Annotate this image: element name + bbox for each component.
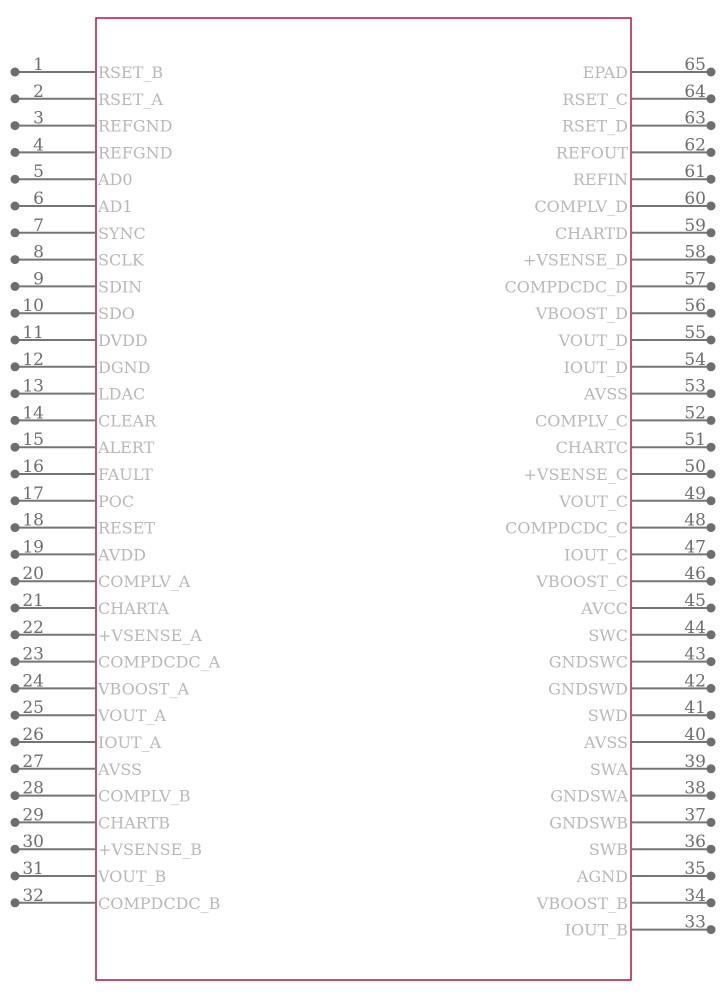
pin-name: ALERT [98,438,155,458]
pin-name: VOUT_D [558,331,628,350]
pin-dot [707,898,716,907]
pin-number: 55 [684,323,706,343]
pin-dot [11,389,20,398]
pin-12 [11,350,151,377]
pin-name: SDIN [98,277,143,297]
pin-number: 31 [22,859,44,879]
pin-name: VBOOST_C [536,572,628,592]
pin-number: 33 [684,912,706,933]
pin-name: COMPLV_B [98,786,191,806]
pin-number: 18 [22,510,44,531]
pin-dot [707,94,716,103]
pin-dot [707,121,716,130]
pin-31 [11,859,167,886]
pin-dot [11,630,20,639]
pin-dot [707,309,716,318]
pin-dot [11,711,20,720]
pin-dot [707,202,716,211]
pin-number: 49 [684,483,706,504]
pin-11 [11,323,148,350]
pin-number: 47 [684,537,706,558]
pin-number: 5 [33,162,44,183]
pin-59 [555,216,716,243]
pin-name: COMPDCDC_B [98,893,221,913]
pin-57 [505,269,716,296]
pin-dot [707,416,716,425]
pin-number: 40 [684,725,706,745]
pin-dot [11,898,20,907]
pin-number: 41 [684,698,706,719]
pin-dot [707,389,716,398]
pin-name: AVDD [98,545,146,565]
pin-39 [590,752,716,779]
pin-47 [564,537,715,564]
pin-dot [11,202,20,211]
pin-number: 32 [22,885,44,906]
pin-number: 15 [22,430,44,451]
pin-number: 43 [684,644,706,665]
pin-61 [573,162,716,189]
pin-dot [707,684,716,693]
pin-dot [11,550,20,559]
pin-name: REFOUT [555,143,628,163]
pin-number: 23 [22,644,44,665]
pin-43 [549,645,716,672]
pin-number: 63 [684,108,706,129]
pin-26 [11,725,162,752]
pin-dot [11,791,20,800]
pin-number: 16 [22,457,44,477]
pin-dot [11,148,20,157]
pin-13 [11,377,146,404]
pin-dot [11,282,20,291]
pin-dot [11,818,20,827]
pin-dot [707,577,716,586]
pin-number: 44 [684,617,706,638]
pin-45 [580,591,715,618]
pin-27 [11,752,142,779]
pin-49 [558,484,715,511]
pin-33 [565,913,716,940]
pin-44 [588,618,715,645]
pin-number: 37 [684,805,706,826]
pin-name: AVSS [584,384,628,404]
pin-name: COMPDCDC_D [504,277,628,297]
pin-name: COMPLV_A [98,572,191,592]
pin-name: IOUT_C [564,545,628,565]
pin-name: CHARTA [98,599,169,618]
pin-6 [11,189,133,216]
pin-number: 9 [33,269,44,290]
pin-number: 39 [684,751,706,772]
pin-dot [707,68,716,77]
pin-dot [707,764,716,773]
pin-name: DVDD [98,331,148,350]
pin-name: SDO [98,304,135,324]
pin-23 [11,645,221,672]
pin-name: CHARTB [98,813,170,833]
pin-name: COMPDCDC_A [98,652,221,672]
pin-number: 11 [22,323,44,343]
pin-dot [707,630,716,639]
pin-name: GNDSWC [548,652,628,672]
pin-name: REFIN [572,170,628,190]
pin-dot [707,148,716,157]
pin-number: 59 [684,215,706,236]
pin-22 [11,618,203,645]
pin-dot [11,336,20,345]
pin-dot [11,228,20,237]
pin-dot [11,764,20,773]
pin-number: 65 [684,55,706,75]
pin-dot [707,282,716,291]
pin-62 [556,135,716,162]
pin-7 [11,216,146,243]
pin-number: 64 [684,81,706,102]
pin-name: AVSS [98,759,142,779]
pin-29 [11,805,170,832]
pin-10 [11,296,135,323]
pin-name: GNDSWB [549,813,628,833]
pin-name: VBOOST_A [98,679,190,699]
pin-number: 48 [684,510,706,531]
pin-name: SWD [587,706,628,726]
pin-42 [548,671,715,698]
pin-24 [11,671,190,698]
pin-51 [556,430,716,457]
pin-number: 28 [22,778,44,799]
pin-dot [11,872,20,881]
pin-name: CLEAR [98,411,157,431]
pin-16 [11,457,154,484]
pin-name: +VSENSE_A [98,625,202,645]
pin-name: AVSS [584,733,628,752]
pin-number: 7 [33,215,44,236]
pin-dot [11,68,20,77]
pin-64 [562,82,715,109]
pin-65 [583,55,716,82]
pin-32 [11,886,221,913]
pin-dot [707,604,716,613]
pin-name: COMPLV_D [534,197,628,216]
pin-number: 29 [22,805,44,826]
pin-number: 34 [684,885,706,906]
pin-number: 53 [684,376,706,397]
pin-name: CHARTD [554,223,628,243]
pin-number: 61 [684,162,706,183]
pin-dot [707,175,716,184]
pin-dot [11,175,20,184]
pin-name: IOUT_A [98,733,162,752]
pin-dot [11,470,20,479]
pin-number: 60 [684,189,706,209]
pin-dot [707,791,716,800]
pin-name: AGND [576,867,628,886]
pin-dot [707,496,716,505]
pin-number: 2 [33,81,44,102]
pin-dot [707,711,716,720]
pin-number: 45 [684,591,706,611]
pin-dot [11,94,20,103]
pin-3 [11,109,173,136]
pin-4 [11,135,173,162]
pin-15 [11,430,155,457]
pin-55 [558,323,716,350]
pin-41 [588,698,716,725]
pin-dot [11,657,20,666]
pin-52 [535,403,716,430]
pin-number: 1 [33,55,44,75]
pin-name: VOUT_B [98,867,167,886]
pin-21 [11,591,170,618]
pin-number: 42 [684,671,706,692]
pin-number: 46 [684,564,706,585]
pin-name: COMPDCDC_C [505,518,628,538]
pin-54 [564,350,716,377]
pin-dot [11,523,20,532]
pin-dot [707,925,716,934]
pin-number: 26 [22,725,44,745]
pin-28 [11,779,191,806]
pin-38 [550,779,715,806]
pin-name: +VSENSE_D [522,250,628,270]
pin-name: REFGND [98,143,173,163]
pin-name: IOUT_D [563,357,628,377]
pin-name: EPAD [582,63,628,82]
pin-dot [707,738,716,747]
pin-18 [11,511,156,538]
pin-name: +VSENSE_C [523,465,628,484]
pin-dot [11,496,20,505]
pin-dot [11,845,20,854]
pin-name: SWA [589,759,628,779]
pin-dot [707,523,716,532]
pin-name: SYNC [98,223,146,243]
pin-63 [562,109,716,136]
pin-number: 8 [33,242,44,263]
pin-name: SCLK [98,250,144,270]
pin-dot [11,738,20,747]
pin-48 [505,511,715,538]
pin-2 [11,82,164,109]
pin-number: 56 [684,296,706,317]
pin-number: 4 [33,135,44,156]
pin-9 [11,269,143,296]
pin-number: 51 [684,430,706,451]
pin-number: 50 [684,457,706,477]
pin-17 [11,484,135,511]
pin-dot [11,416,20,425]
pin-5 [11,162,133,189]
pin-number: 19 [22,537,44,558]
pin-37 [549,805,715,832]
pin-dot [707,255,716,264]
pin-number: 35 [684,859,706,879]
pin-name: GNDSWD [548,679,628,699]
pin-dot [707,657,716,666]
pin-number: 24 [22,671,44,692]
pin-name: FAULT [98,465,153,484]
pin-name: VOUT_C [559,491,628,511]
pin-36 [589,832,716,859]
pin-19 [11,537,146,564]
pin-name: RSET_D [561,116,628,136]
pin-60 [534,189,715,216]
pin-dot [707,362,716,371]
pin-number: 12 [22,349,44,370]
pin-number: 14 [22,403,44,424]
pin-dot [707,818,716,827]
pin-dot [707,550,716,559]
pin-30 [11,832,203,859]
pin-number: 30 [22,832,44,853]
pin-dot [707,845,716,854]
pin-number: 3 [33,108,44,129]
pin-40 [583,725,715,752]
pin-number: 20 [22,564,44,585]
pin-dot [707,443,716,452]
pin-dot [11,604,20,613]
pin-name: REFGND [98,116,173,136]
pin-name: LDAC [98,384,146,404]
pin-dot [707,470,716,479]
pin-number: 38 [684,778,706,799]
pin-name: VBOOST_D [535,304,628,324]
pin-50 [524,457,716,484]
pin-name: CHARTC [555,438,628,458]
pin-number: 52 [684,403,706,424]
pin-dot [11,121,20,130]
pin-number: 6 [33,189,44,209]
pin-name: AD1 [98,197,133,216]
pin-number: 22 [22,617,44,638]
pin-number: 21 [22,591,44,611]
pin-name: COMPLV_C [534,411,628,431]
pin-name: RSET_C [562,89,628,109]
pin-8 [11,243,145,270]
pin-name: RSET_A [98,89,163,109]
pin-dot [707,228,716,237]
pin-53 [583,377,715,404]
pin-14 [11,403,158,430]
pin-number: 27 [22,751,44,772]
pin-name: VBOOST_B [536,893,628,913]
right-pin-group [505,55,716,940]
pin-name: AVCC [581,599,628,618]
pin-name: +VSENSE_B [98,840,202,860]
pin-name: IOUT_B [564,920,628,940]
pin-number: 25 [22,698,44,719]
pin-dot [11,443,20,452]
pin-name: VOUT_A [98,706,167,726]
pin-46 [535,564,715,591]
pin-number: 17 [22,483,44,504]
pin-name: RSET_B [98,63,164,82]
pin-number: 62 [684,135,706,156]
pin-number: 13 [22,376,44,397]
pin-34 [536,886,716,913]
ic-body-outline [96,18,631,980]
pin-name: AD0 [98,170,133,190]
pin-56 [535,296,716,323]
pin-1 [11,55,164,82]
pin-number: 58 [684,242,706,263]
pin-number: 10 [22,296,44,317]
left-pin-group [11,55,221,913]
pin-name: POC [98,491,135,511]
pin-dot [11,684,20,693]
pin-number: 36 [684,832,706,853]
pin-name: GNDSWA [550,786,628,806]
pin-name: DGND [98,357,151,377]
pin-name: SWC [588,625,628,645]
pin-dot [11,577,20,586]
pin-dot [707,336,716,345]
pin-dot [11,255,20,264]
pin-name: RESET [98,518,156,538]
pin-number: 54 [684,349,706,370]
pin-20 [11,564,191,591]
pin-58 [523,243,716,270]
pin-name: SWB [588,840,628,860]
pin-dot [11,362,20,371]
pin-dot [707,872,716,881]
pin-dot [11,309,20,318]
pin-number: 57 [684,269,706,290]
pin-35 [576,859,716,886]
pin-25 [11,698,167,725]
